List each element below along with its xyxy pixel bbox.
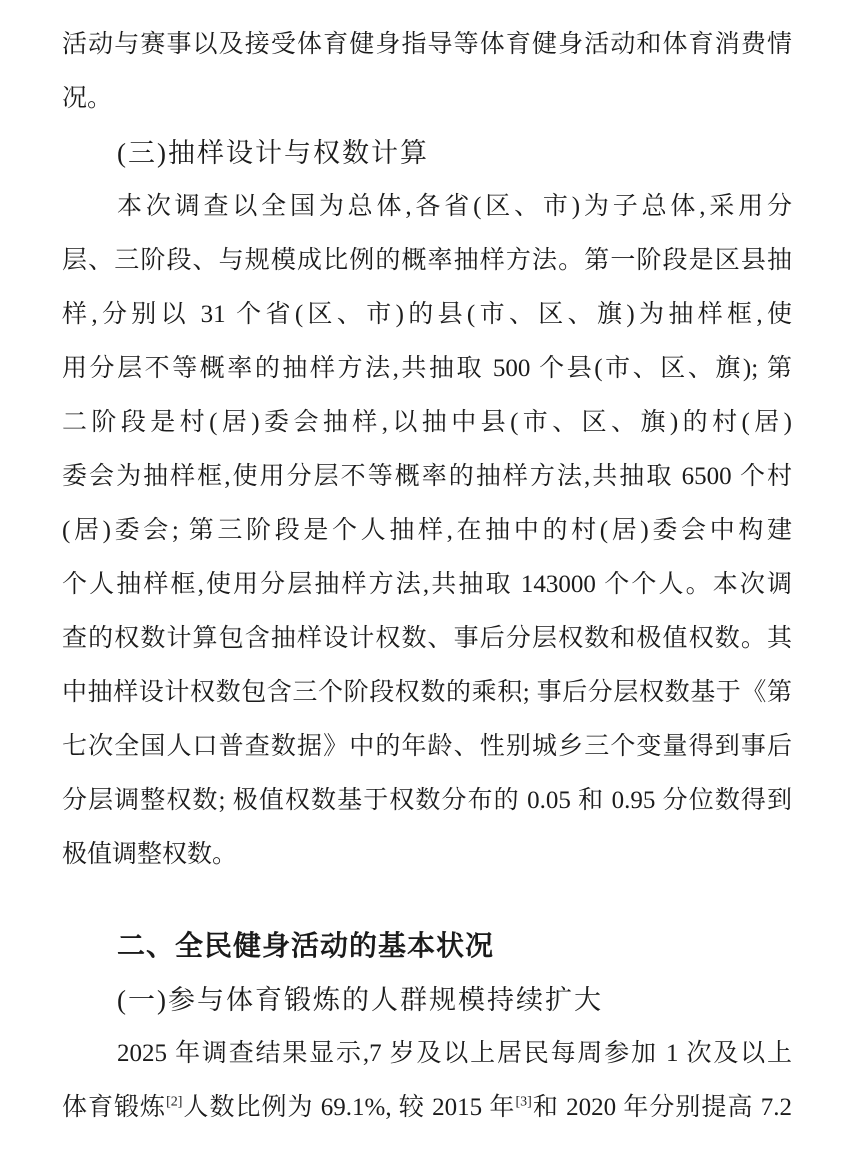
text-run: (一)参与体育锻炼的人群规模持续扩大 xyxy=(117,985,603,1015)
body-line xyxy=(62,1027,792,1081)
text-run: 样,分别以 31 个省(区、市)的县(市、区、旗)为抽样框,使 xyxy=(62,301,792,328)
body-line xyxy=(62,720,792,774)
subsection-heading xyxy=(62,126,792,180)
body-line xyxy=(62,72,792,126)
text-run: (居)委会; 第三阶段是个人抽样,在抽中的村(居)委会中构建 xyxy=(62,517,792,544)
text-run: 中抽样设计权数包含三个阶段权数的乘积; 事后分层权数基于《第 xyxy=(62,679,792,706)
body-line xyxy=(62,828,792,882)
body-line xyxy=(62,558,792,612)
body-line xyxy=(62,396,792,450)
text-run: 和 2020 年分别提高 7.2 xyxy=(531,1094,792,1121)
text-run: 活动与赛事以及接受体育健身指导等体育健身活动和体育消费情 xyxy=(62,31,792,58)
body-line xyxy=(62,288,792,342)
text-run: 委会为抽样框,使用分层不等概率的抽样方法,共抽取 6500 个村 xyxy=(62,463,792,490)
body-line xyxy=(62,342,792,396)
text-run: 人数比例为 69.1%, 较 2015 年 xyxy=(182,1094,516,1121)
text-run: (三)抽样设计与权数计算 xyxy=(117,138,429,168)
text-run: 二、全民健身活动的基本状况 xyxy=(117,930,495,961)
text-run: 体育锻炼 xyxy=(62,1094,167,1121)
body-line xyxy=(62,234,792,288)
body-line xyxy=(62,180,792,234)
body-line xyxy=(62,504,792,558)
body-line xyxy=(62,450,792,504)
text-run: 分层调整权数; 极值权数基于权数分布的 0.05 和 0.95 分位数得到 xyxy=(62,787,792,814)
text-run: 二阶段是村(居)委会抽样,以抽中县(市、区、旗)的村(居) xyxy=(62,409,792,436)
text-run: 况。 xyxy=(62,85,113,112)
text-run: 2025 年调查结果显示,7 岁及以上居民每周参加 1 次及以上 xyxy=(117,1040,792,1067)
body-line xyxy=(62,1081,792,1135)
footnote-ref-3: [3] xyxy=(515,1094,532,1110)
text-run: 极值调整权数。 xyxy=(62,841,238,868)
text-run: 七次全国人口普查数据》中的年龄、性别城乡三个变量得到事后 xyxy=(62,733,792,760)
body-line xyxy=(62,612,792,666)
text-run: 用分层不等概率的抽样方法,共抽取 500 个县(市、区、旗); 第 xyxy=(62,355,792,382)
body-line xyxy=(62,666,792,720)
text-run: 个人抽样框,使用分层抽样方法,共抽取 143000 个个人。本次调 xyxy=(62,571,792,598)
text-run: 本次调查以全国为总体,各省(区、市)为子总体,采用分 xyxy=(117,193,792,220)
text-run: 层、三阶段、与规模成比例的概率抽样方法。第一阶段是区县抽 xyxy=(62,247,792,274)
body-line xyxy=(62,18,792,72)
section-heading xyxy=(62,919,792,973)
body-line xyxy=(62,774,792,828)
subsection-heading xyxy=(62,973,792,1027)
footnote-ref-2: [2] xyxy=(166,1094,183,1110)
text-run: 查的权数计算包含抽样设计权数、事后分层权数和极值权数。其 xyxy=(62,625,792,652)
